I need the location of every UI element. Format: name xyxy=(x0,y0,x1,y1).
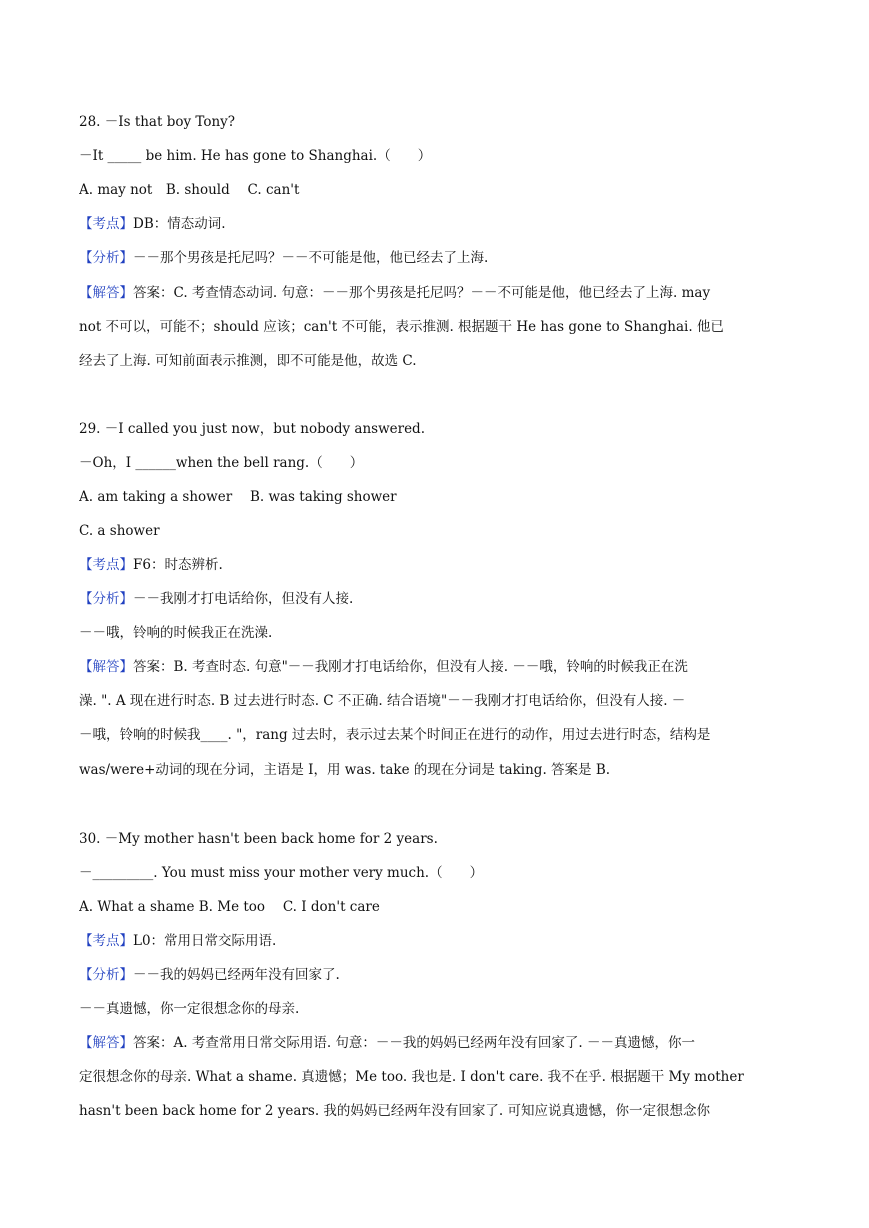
q28-fenxi xyxy=(79,248,791,268)
fenxi-tag: 【分析】 xyxy=(79,967,133,983)
q29-fenxi-text-2: －－哦，铃响的时候我正在洗澡. xyxy=(79,625,273,641)
kaodian-tag: 【考点】 xyxy=(79,216,133,232)
jieda-tag: 【解答】 xyxy=(79,1035,133,1051)
q30-fenxi xyxy=(79,965,791,985)
q29-fenxi-text-1: －－我刚才打电话给你，但没有人接. xyxy=(133,591,354,607)
kaodian-tag: 【考点】 xyxy=(79,557,133,573)
q29-kaodian-text: F6：时态辨析. xyxy=(133,557,223,573)
q29-jieda-text-4: was/were+动词的现在分词，主语是 I，用 was. take 的现在分词是 taking. 答案是 B. xyxy=(79,762,611,778)
q30-jieda-text-2: 定很想念你的母亲. What a shame. 真遗憾；Me too. 我也是. I don't care. 我不在乎. 根据题干 My mother xyxy=(79,1069,744,1085)
jieda-tag: 【解答】 xyxy=(79,659,133,675)
q29-blank-line: －Oh，I ______when the bell rang.（ ） xyxy=(79,455,364,471)
q29-jieda xyxy=(79,657,791,677)
q30-jieda xyxy=(79,1033,791,1053)
fenxi-tag: 【分析】 xyxy=(79,591,133,607)
q29-options-2: C. a shower xyxy=(79,523,160,539)
q29-jieda-text-2: 澡. ". A 现在进行时态. B 过去进行时态. C 不正确. 结合语境"－－我刚才打电话给你，但没有人接. － xyxy=(79,693,686,709)
fenxi-tag: 【分析】 xyxy=(79,250,133,266)
q29-fenxi xyxy=(79,589,791,609)
q29-options-1: A. am taking a shower B. was taking shower xyxy=(79,489,397,505)
q30-fenxi-text-2: －－真遗憾，你一定很想念你的母亲. xyxy=(79,1001,300,1017)
q28-options: A. may not B. should C. can't xyxy=(79,182,300,198)
q30-kaodian-text: L0：常用日常交际用语. xyxy=(133,933,277,949)
q28-kaodian-text: DB：情态动词. xyxy=(133,216,226,232)
q28-kaodian xyxy=(79,214,791,234)
jieda-tag: 【解答】 xyxy=(79,285,133,301)
q28-fenxi-text: －－那个男孩是托尼吗？－－不可能是他，他已经去了上海. xyxy=(133,250,489,266)
q30-fenxi-text-1: －－我的妈妈已经两年没有回家了. xyxy=(133,967,340,983)
q28-stem: 28. －Is that boy Tony? xyxy=(79,114,236,130)
q30-jieda-text-1: 答案：A. 考查常用日常交际用语. 句意：－－我的妈妈已经两年没有回家了. －－真遗憾，你一 xyxy=(133,1035,695,1051)
q29-jieda-text-1: 答案：B. 考查时态. 句意"－－我刚才打电话给你，但没有人接. －－哦，铃响的时候我正在洗 xyxy=(133,659,688,675)
q30-kaodian xyxy=(79,931,791,951)
q28-jieda-text-2: not 不可以，可能不；should 应该；can't 不可能，表示推测. 根据题干 He has gone to Shanghai. 他已 xyxy=(79,319,724,335)
q29-jieda-text-3: －哦，铃响的时候我____. "，rang 过去时，表示过去某个时间正在进行的动作，用过去进行时态，结构是 xyxy=(79,727,711,743)
q28-jieda-text-1: 答案：C. 考查情态动词. 句意：－－那个男孩是托尼吗？－－不可能是他，他已经去了上海. may xyxy=(133,285,711,301)
q30-blank-line: －_________. You must miss your mother very much.（ ） xyxy=(79,865,484,881)
q29-stem: 29. －I called you just now，but nobody answered. xyxy=(79,421,425,437)
q30-jieda-text-3: hasn't been back home for 2 years. 我的妈妈已经两年没有回家了. 可知应说真遗憾，你一定很想念你 xyxy=(79,1103,710,1119)
kaodian-tag: 【考点】 xyxy=(79,933,133,949)
q30-options: A. What a shame B. Me too C. I don't care xyxy=(79,899,380,915)
q28-blank-line: －It _____ be him. He has gone to Shanghai.（ ） xyxy=(79,148,432,164)
q28-jieda-text-3: 经去了上海. 可知前面表示推测，即不可能是他，故选 C. xyxy=(79,353,417,369)
q29-kaodian xyxy=(79,555,791,575)
q28-jieda xyxy=(79,283,791,303)
q30-stem: 30. －My mother hasn't been back home for 2 years. xyxy=(79,831,438,847)
